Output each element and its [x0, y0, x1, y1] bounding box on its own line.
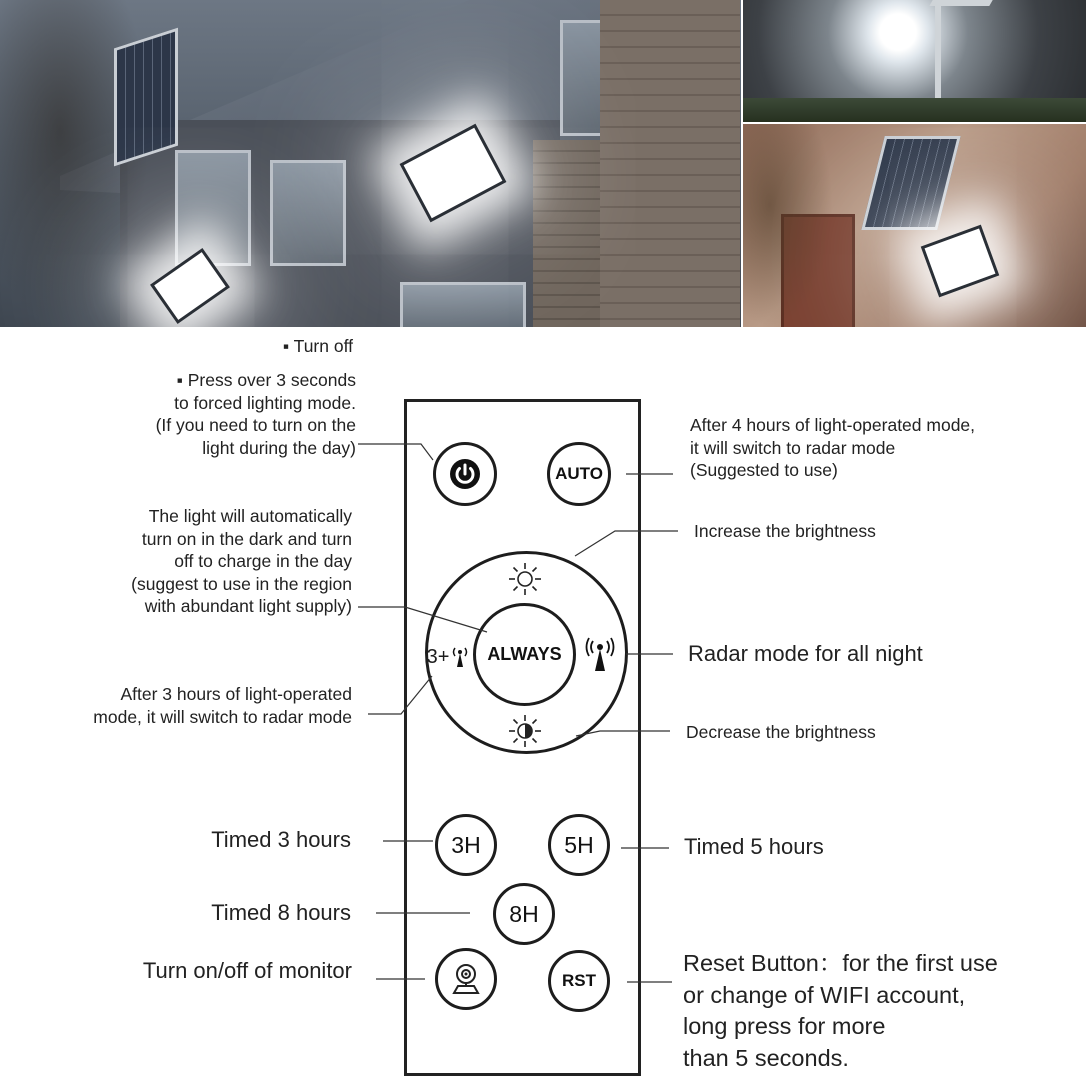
always-label: ALWAYS [487, 644, 562, 664]
increase-note: Increase the brightness [694, 521, 876, 541]
three-hours-radar-note: After 3 hours of light-operated mode, it will switch to radar mode [93, 684, 352, 727]
timed-5-note: Timed 5 hours [684, 834, 824, 859]
timed-3-note: Timed 3 hours [211, 827, 351, 852]
reset-label: RST [562, 971, 596, 990]
timer-3h-label: 3H [451, 831, 481, 858]
monitor-note: Turn on/off of monitor [142, 958, 352, 983]
decrease-note: Decrease the brightness [686, 722, 876, 742]
auto-note: After 4 hours of light-operated mode, it will switch to radar mode (Suggested to use) [690, 415, 976, 480]
auto-label: AUTO [555, 464, 603, 483]
forced-lighting-note: ▪ Press over 3 seconds to forced lighting mode. (If you need to turn on the light during the day) [155, 370, 356, 458]
timer-5h-label: 5H [564, 831, 594, 858]
timer-8h-label: 8H [509, 900, 539, 927]
timed-8-note: Timed 8 hours [211, 900, 351, 925]
always-note: The light will automatically turn on in the dark and turn off to charge in the day (suggest to use in the region with abundant light supply) [131, 506, 352, 616]
reset-note: Reset Button：for the first use or change of WIFI account, long press for more than 5 seconds. [683, 950, 998, 1071]
radar-3-label: 3+ [426, 645, 450, 668]
radar-all-night-note: Radar mode for all night [688, 641, 923, 666]
turn-off-note: ▪ Turn off [282, 336, 353, 356]
